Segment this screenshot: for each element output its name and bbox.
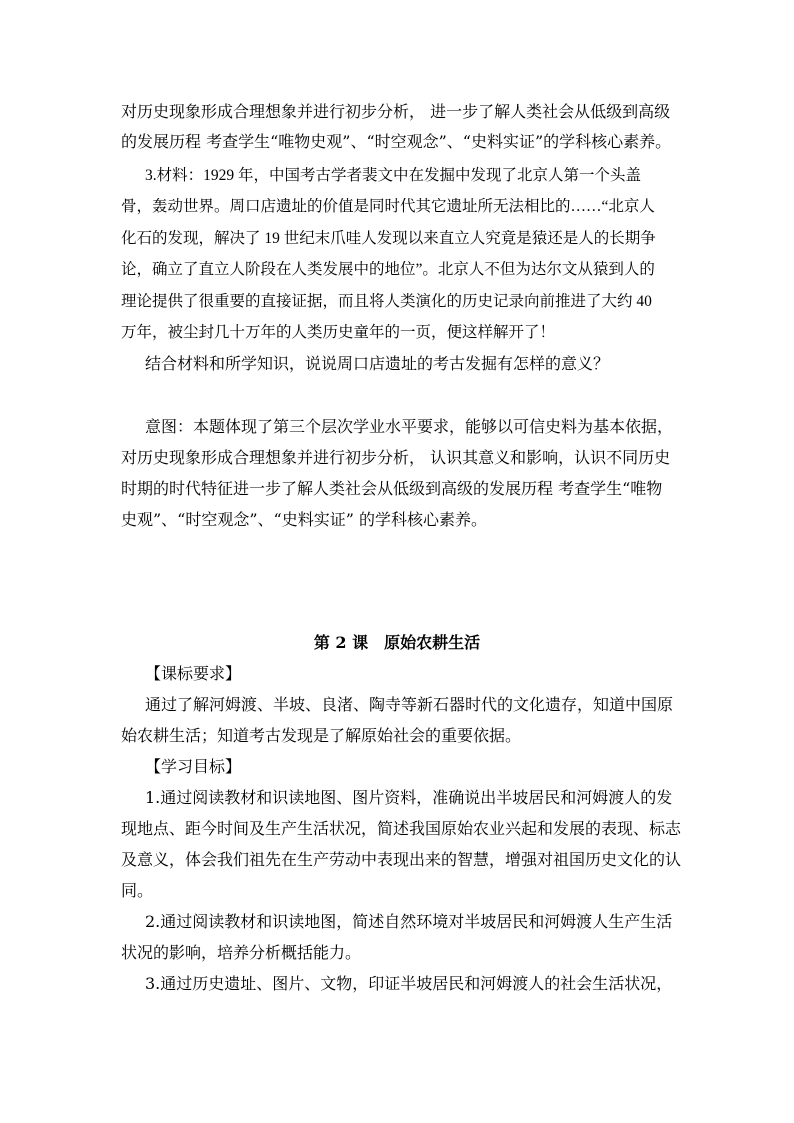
standard-line: 通过了解河姆渡、半坡、良渚、陶寺等新石器时代的文化遗存，知道中国原 <box>145 695 674 714</box>
intent-line: 对历史现象形成合理想象并进行初步分析， 认识其意义和影响，认识不同历史 <box>121 448 671 467</box>
intent-line: 时期的时代特征进一步了解人类社会从低级到高级的发展历程 考查学生“唯物 <box>121 479 663 498</box>
material-line: 论，确立了直立人阶段在人类发展中的地位”。北京人不但为达尔文从猿到人的 <box>121 261 655 278</box>
body-line: 的发展历程 考查学生“唯物史观”、“时空观念”、“史料实证”的学科核心素养。 <box>121 132 672 151</box>
goal-line: 状况的影响，培养分析概括能力。 <box>121 943 362 962</box>
goal-line: 3.通过历史遗址、图片、文物，印证半坡居民和河姆渡人的社会生活状况， <box>145 974 673 993</box>
intent-line: 史观”、“时空观念”、“史料实证” 的学科核心素养。 <box>121 510 487 529</box>
goal-line: 2.通过阅读教材和识读地图，简述自然环境对半坡居民和河姆渡人生产生活 <box>145 912 673 931</box>
goal-line: 1.通过阅读教材和识读地图、图片资料，准确说出半坡居民和河姆渡人的发 <box>145 788 673 807</box>
goal-line: 同。 <box>121 881 154 900</box>
material-line: 理论提供了很重要的直接证据，而且将人类演化的历史记录向前推进了大约 40 <box>121 293 652 310</box>
body-line: 对历史现象形成合理想象并进行初步分析， 进一步了解人类社会从低级到高级 <box>121 102 671 121</box>
material-line: 骨，轰动世界。周口店遗址的价值是同时代其它遗址所无法相比的……“北京人 <box>121 198 655 215</box>
goal-line: 及意义，体会我们祖先在生产劳动中表现出来的智慧，增强对祖国历史文化的认 <box>121 850 682 869</box>
lesson-title: 第 2 课 原始农耕生活 <box>313 633 481 652</box>
goals-heading: 【学习目标】 <box>145 757 242 776</box>
material-line: 化石的发现，解决了 19 世纪末爪哇人发现以来直立人究竟是猿还是人的长期争 <box>121 230 656 247</box>
material-line: 3.材料：1929 年，中国考古学者裴文中在发掘中发现了北京人第一个头盖 <box>145 167 642 184</box>
material-line: 万年，被尘封几十万年的人类历史童年的一页，便这样解开了！ <box>121 324 556 341</box>
goal-line: 现地点、距今时间及生产生活状况，简述我国原始农业兴起和发展的表现、标志 <box>121 819 682 838</box>
standard-heading: 【课标要求】 <box>145 664 242 683</box>
standard-line: 始农耕生活；知道考古发现是了解原始社会的重要依据。 <box>121 726 522 745</box>
question-text: 结合材料和所学知识，说说周口店遗址的考古发掘有怎样的意义？ <box>145 354 610 373</box>
intent-line: 意图：本题体现了第三个层次学业水平要求，能够以可信史料为基本依据， <box>145 417 674 436</box>
